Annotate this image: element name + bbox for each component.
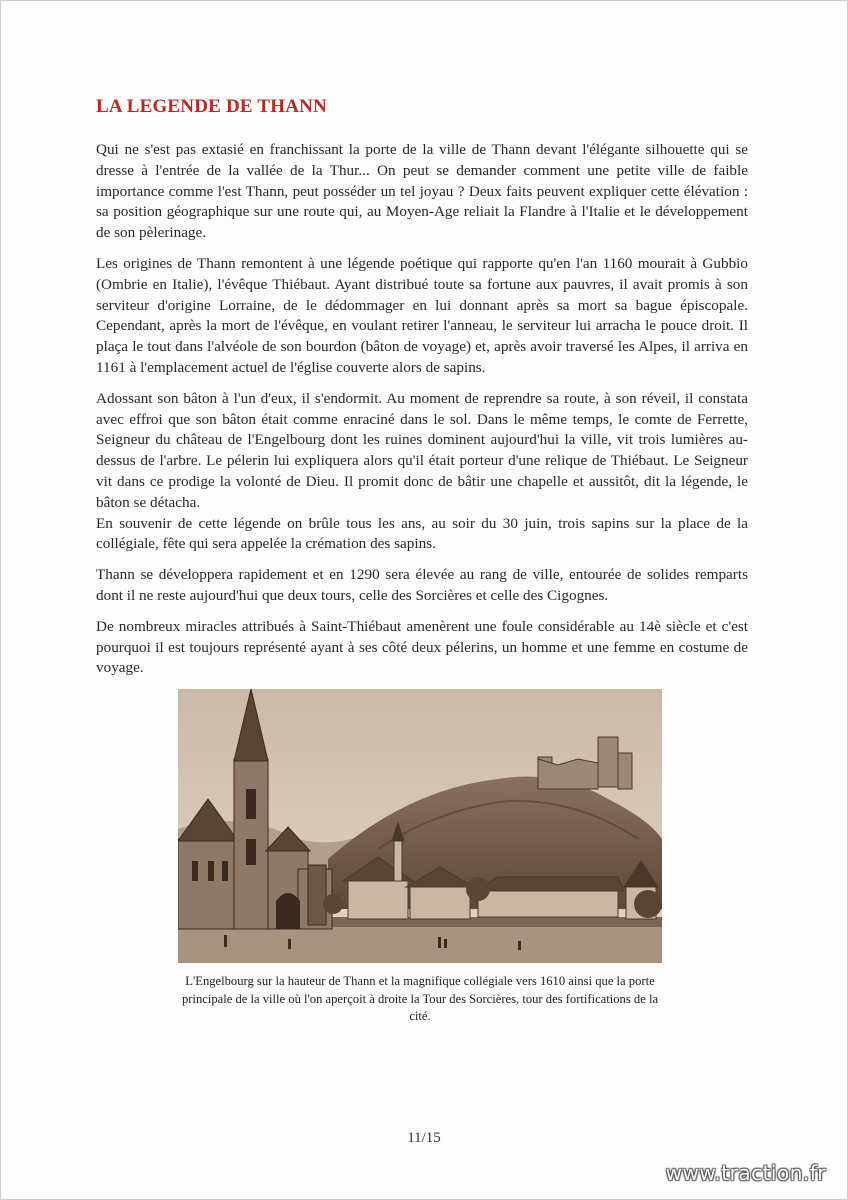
figure-caption: L'Engelbourg sur la hauteur de Thann et la magnifique collégiale vers 1610 ainsi que la porte principale de la ville où l'on aperçoit à droite la Tour des Sorcières, tour des fortifications de la cité. xyxy=(181,974,659,1023)
paragraph-development: Thann se développera rapidement et en 1290 sera élevée au rang de ville, entourée de solides remparts dont il ne reste aujourd'hui que deux tours, celle des Sorcières et celle des Cigognes. xyxy=(96,566,748,604)
paragraph-pilgrims: De nombreux miracles attribués à Saint-Thiébaut amenèrent une foule considérable au 14è siècle et c'est pourquoi il est toujours représenté ayant à ses côté deux pélerins, un homme et une femme en costume de voyage. xyxy=(96,617,748,677)
page-number: 11/15 xyxy=(407,1130,441,1146)
body-text xyxy=(96,140,748,689)
paragraph-cremation: En souvenir de cette légende on brûle tous les ans, au soir du 30 juin, trois sapins sur la place de la collégiale, fête qui sera appelée la crémation des sapins. xyxy=(96,514,748,553)
engraving-illustration xyxy=(178,689,662,963)
page-title: LA LEGENDE DE THANN xyxy=(96,96,327,117)
engraving-of-thann-icon xyxy=(178,689,662,963)
paragraph-origins: Les origines de Thann remontent à une légende poétique qui rapporte qu'en l'an 1160 mourait à Gubbio (Ombrie en Italie), l'évêque Thiébaut. Ayant distribué toute sa fortune aux pauvres, il avait promis à son serviteur d'origine Lorraine, de le dédommager en lui donnant après sa mort sa bague épiscopale. Cependant, après la mort de l'évêque, en voulant retirer l'anneau, le serviteur lui arracha le pouce droit. Il plaça le tout dans l'alvéole de son bourdon (bâton de voyage) et, après avoir traversé les Alpes, il arriva en 1161 à l'emplacement actuel de l'église couverte alors de sapins. xyxy=(96,254,748,376)
watermark: www.traction.fr xyxy=(665,1161,826,1185)
paragraph-intro: Qui ne s'est pas extasié en franchissant la porte de la ville de Thann devant l'élégante silhouette qui se dresse à l'entrée de la vallée de la Thur... On peut se demander comment une petite ville de faible importance comme l'est Thann, peut posséder un tel joyau ? Deux faits peuvent expliquer cette élévation : sa position géographique sur une route qui, au Moyen-Age reliait la Flandre à l'Italie et le développement de son pèlerinage. xyxy=(96,141,748,242)
paragraph-miracle: Adossant son bâton à l'un d'eux, il s'endormit. Au moment de reprendre sa route, à son réveil, il constata avec effroi que son bâton était comme enraciné dans le sol. Dans le même temps, le comte de Ferrette, Seigneur du château de l'Engelbourg dont les ruines dominent aujourd'hui la ville, vit trois lumières au-dessus de l'arbre. Le pélerin lui expliquera alors qu'il était porteur d'une relique de Thiébaut. Le Seigneur vit dans ce prodige la volonté de Dieu. Il promit donc de bâtir une chapelle et aussitôt, dit la légende, le bâton se détacha. xyxy=(96,389,748,511)
